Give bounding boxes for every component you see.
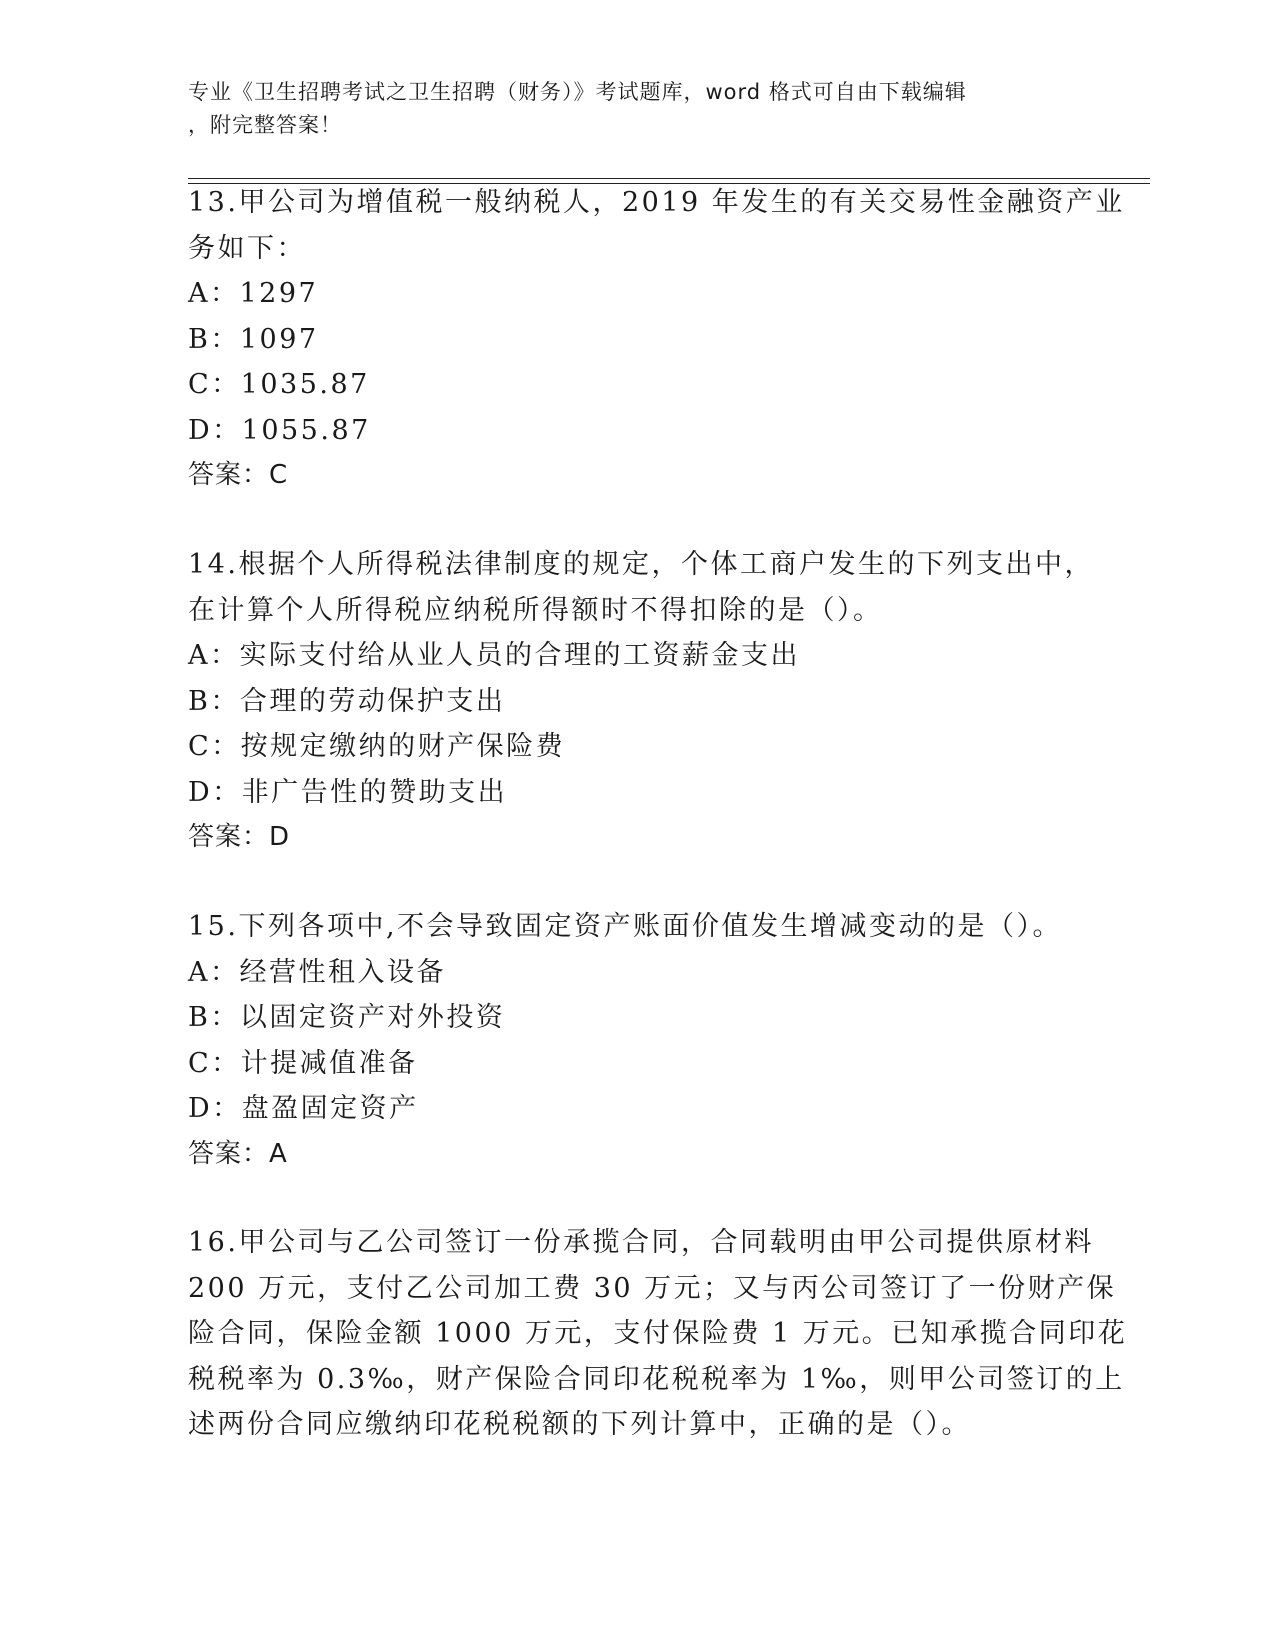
question-text-line: 述两份合同应缴纳印花税税额的下列计算中，正确的是（）。 [188, 1409, 971, 1440]
question-16 [188, 1220, 1128, 1448]
header-divider-top [188, 178, 1150, 179]
option-a: A：经营性租入设备 [188, 956, 446, 988]
question-text-line: 16.甲公司与乙公司签订一份承揽合同，合同载明由甲公司提供原材料 [188, 1227, 1094, 1258]
question-text-line: 200 万元，支付乙公司加工费 30 万元；又与丙公司签订了一份财产保 [188, 1272, 1117, 1304]
option-d: D：1055.87 [188, 414, 371, 446]
question-text-line: 在计算个人所得税应纳税所得额时不得扣除的是（）。 [188, 594, 883, 626]
question-text-line: 13.甲公司为增值税一般纳税人，2019 年发生的有关交易性金融资产业 [188, 187, 1125, 218]
question-text-line: 务如下： [188, 232, 306, 264]
question-15 [188, 904, 1088, 1177]
question-13 [188, 180, 1125, 499]
header-line-1: 专业《卫生招聘考试之卫生招聘（财务）》考试题库，word 格式可自由下载编辑 [188, 80, 967, 104]
question-text-line: 15.下列各项中,不会导致固定资产账面价值发生增减变动的是（）。 [188, 911, 1063, 942]
option-a: A：实际支付给从业人员的合理的工资薪金支出 [188, 640, 800, 671]
question-text-line: 14.根据个人所得税法律制度的规定，个体工商户发生的下列支出中， [188, 549, 1094, 580]
option-b: B：以固定资产对外投资 [188, 1002, 506, 1033]
option-b: B：合理的劳动保护支出 [188, 685, 506, 717]
header-line-2: ，附完整答案！ [188, 113, 342, 137]
question-text-line: 险合同，保险金额 1000 万元，支付保险费 1 万元。已知承揽合同印花 [188, 1318, 1128, 1349]
option-c: C：1035.87 [188, 369, 370, 400]
option-b: B：1097 [188, 323, 319, 355]
question-14 [188, 542, 1094, 861]
question-text-line: 税税率为 0.3‰，财产保险合同印花税税率为 1‰，则甲公司签订的上 [188, 1363, 1125, 1395]
option-c: C：按规定缴纳的财产保险费 [188, 731, 566, 762]
option-c: C：计提减值准备 [188, 1047, 418, 1079]
option-d: D：盘盈固定资产 [188, 1093, 419, 1124]
option-d: D：非广告性的赞助支出 [188, 776, 508, 808]
answer-label: 答案：C [188, 460, 289, 490]
document-header [188, 76, 1088, 142]
answer-label: 答案：D [188, 822, 291, 852]
option-a: A：1297 [188, 278, 319, 309]
answer-label: 答案：A [188, 1138, 288, 1169]
